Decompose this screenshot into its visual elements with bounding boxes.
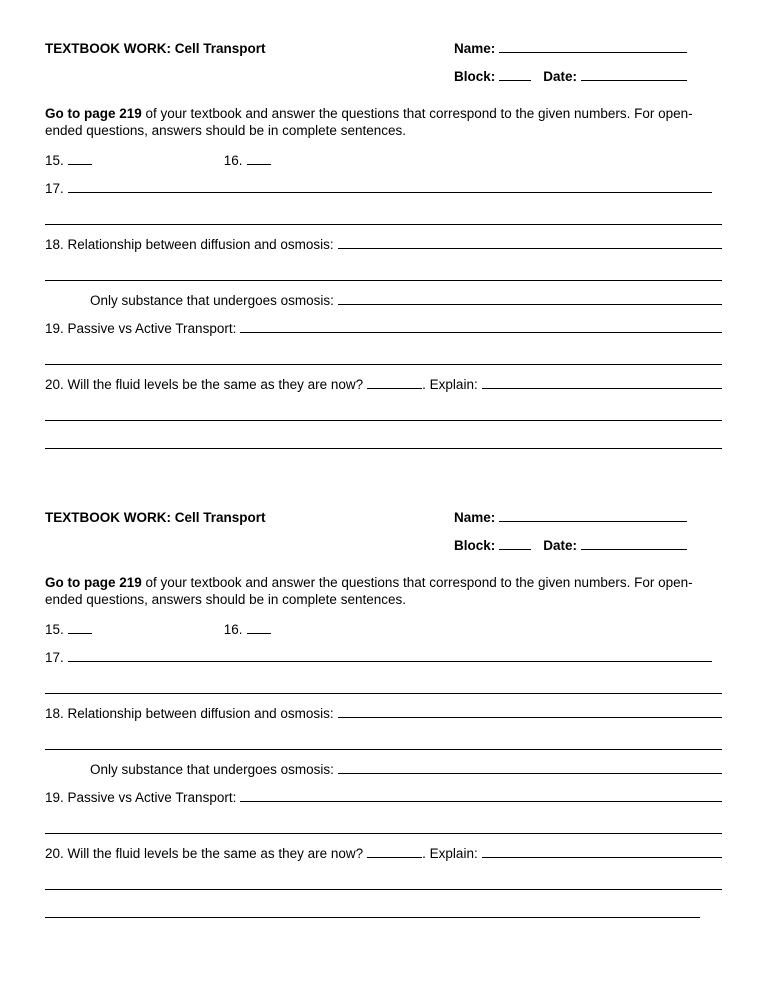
q17-continuation-line [45, 208, 722, 225]
q20-label: 20. Will the fluid levels be the same as they are now? [45, 846, 364, 861]
q20-continuation-line-1 [45, 873, 722, 890]
instructions-paragraph [45, 574, 722, 608]
worksheet-header [45, 509, 722, 565]
worksheet-title: TEXTBOOK WORK: Cell Transport [45, 510, 266, 525]
answer-line-blank [45, 877, 722, 890]
q20-continuation-line-1 [45, 404, 722, 421]
q19-continuation-line [45, 817, 722, 834]
answer-line-blank [45, 737, 722, 750]
q20-answer-blank [367, 376, 422, 389]
q20-explain-label: . Explain: [422, 846, 478, 861]
q18-row [45, 705, 722, 722]
q17-blank [68, 649, 712, 662]
q17-row [45, 180, 722, 197]
instructions-bold: Go to page 219 [45, 575, 142, 590]
q19-blank [240, 789, 722, 802]
q17-label: 17. [45, 181, 64, 196]
q16-label: 16. [223, 153, 243, 168]
q15-label: 15. [45, 153, 64, 168]
q18-sub-row [45, 761, 722, 778]
q18-label: 18. Relationship between diffusion and osmosis: [45, 706, 334, 721]
q18-row [45, 236, 722, 253]
q20-continuation-line-2 [45, 432, 722, 449]
q19-blank [240, 320, 722, 333]
q15-label: 15. [45, 622, 64, 637]
q17-label: 17. [45, 650, 64, 665]
q18-sub-label: Only substance that undergoes osmosis: [90, 762, 334, 777]
q16-blank [247, 621, 271, 634]
q20-explain-blank [482, 845, 722, 858]
student-info-block [454, 40, 722, 96]
answer-line-blank [45, 681, 722, 694]
q18-sub-label: Only substance that undergoes osmosis: [90, 293, 334, 308]
q18-continuation-line [45, 264, 722, 281]
instructions-bold: Go to page 219 [45, 106, 142, 121]
answer-line-blank [45, 821, 722, 834]
q20-row [45, 376, 722, 393]
q20-answer-blank [367, 845, 422, 858]
name-label: Name: [454, 41, 496, 56]
block-blank [499, 537, 531, 550]
q18-blank [338, 236, 722, 249]
q16-blank [247, 152, 271, 165]
block-label: Block: [454, 538, 496, 553]
q16-label: 16. [223, 622, 243, 637]
q18-sub-blank [338, 761, 722, 774]
answer-line-blank [45, 212, 722, 225]
worksheet-header [45, 40, 722, 96]
q20-continuation-line-2 [45, 901, 700, 918]
q20-row [45, 845, 722, 862]
q19-label: 19. Passive vs Active Transport: [45, 321, 237, 336]
student-info-block [454, 509, 722, 565]
block-label: Block: [454, 69, 496, 84]
q20-explain-label: . Explain: [422, 377, 478, 392]
date-label: Date: [543, 538, 578, 553]
instructions-rest: of your textbook and answer the questions that correspond to the given numbers. For open-ended questions, answers should be in complete sentences. [45, 575, 693, 607]
q19-row [45, 789, 722, 806]
date-blank [581, 537, 687, 550]
name-blank [499, 509, 687, 522]
name-blank [499, 40, 687, 53]
answer-line-blank [45, 352, 722, 365]
answer-line-blank [45, 408, 722, 421]
q15-blank [68, 152, 92, 165]
q18-label: 18. Relationship between diffusion and osmosis: [45, 237, 334, 252]
date-label: Date: [543, 69, 578, 84]
worksheet-copy-2 [45, 509, 722, 918]
q20-explain-blank [482, 376, 722, 389]
q20-label: 20. Will the fluid levels be the same as they are now? [45, 377, 364, 392]
q15-q16-row [45, 152, 722, 169]
answer-line-blank [45, 268, 722, 281]
instructions-rest: of your textbook and answer the questions that correspond to the given numbers. For open-ended questions, answers should be in complete sentences. [45, 106, 693, 138]
q18-blank [338, 705, 722, 718]
q17-row [45, 649, 722, 666]
q15-q16-row [45, 621, 722, 638]
name-row [454, 509, 722, 526]
q19-label: 19. Passive vs Active Transport: [45, 790, 237, 805]
q15-blank [68, 621, 92, 634]
instructions-paragraph [45, 105, 722, 139]
q18-sub-row [45, 292, 722, 309]
block-blank [499, 68, 531, 81]
worksheet-title: TEXTBOOK WORK: Cell Transport [45, 41, 266, 56]
block-date-row [454, 68, 722, 85]
name-label: Name: [454, 510, 496, 525]
q18-sub-blank [338, 292, 722, 305]
q17-blank [68, 180, 712, 193]
q19-continuation-line [45, 348, 722, 365]
block-date-row [454, 537, 722, 554]
answer-line-blank [45, 905, 700, 918]
q19-row [45, 320, 722, 337]
q17-continuation-line [45, 677, 722, 694]
name-row [454, 40, 722, 57]
answer-line-blank [45, 436, 722, 449]
worksheet-copy-1 [45, 40, 722, 449]
date-blank [581, 68, 687, 81]
q18-continuation-line [45, 733, 722, 750]
